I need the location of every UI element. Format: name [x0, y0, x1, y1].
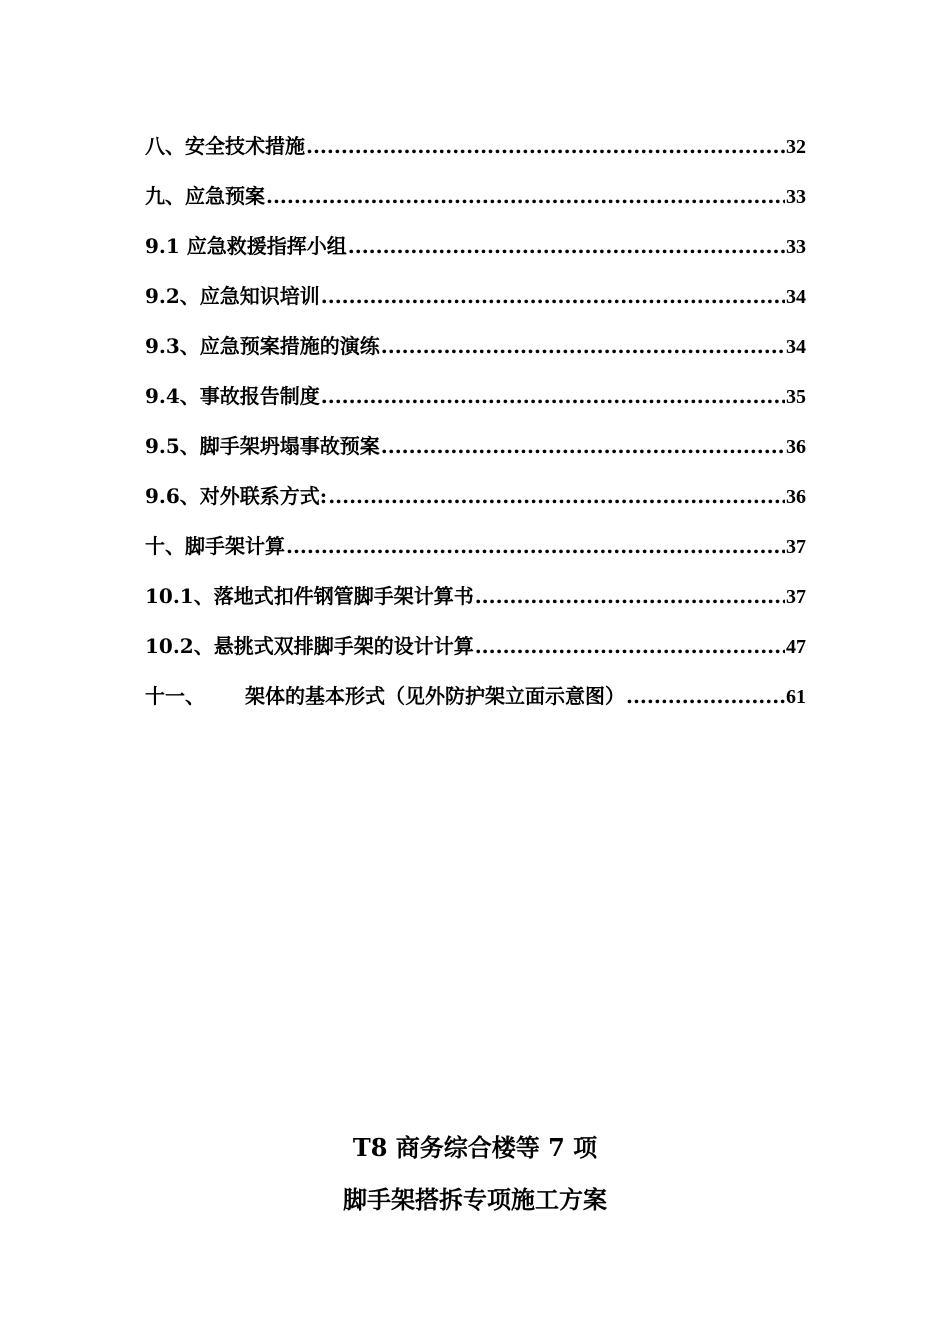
toc-entry-10-2[interactable]	[145, 630, 806, 680]
toc-leader-dots	[381, 434, 785, 458]
toc-leader-dots	[328, 484, 785, 508]
toc-entry-text: 架体的基本形式（见外防护架立面示意图）	[245, 684, 625, 708]
toc-entry-9-3[interactable]	[145, 330, 806, 380]
toc-entry-title: 9.4、事故报告制度	[145, 384, 320, 408]
toc-entry-title	[145, 680, 625, 709]
toc-entry-page: 47	[786, 636, 806, 658]
toc-entry-10[interactable]	[145, 530, 806, 580]
toc-entry-page: 37	[786, 536, 806, 558]
toc-entry-title: 八、安全技术措施	[145, 134, 305, 158]
toc-entry-page: 36	[786, 436, 806, 458]
toc-entry-9-5[interactable]	[145, 430, 806, 480]
toc-leader-dots	[475, 584, 785, 608]
toc-entry-page: 61	[786, 686, 806, 708]
toc-entry-title: 9.3、应急预案措施的演练	[145, 334, 380, 358]
toc-entry-page: 33	[786, 186, 806, 208]
toc-entry-title: 9.6、对外联系方式:	[145, 484, 328, 508]
toc-entry-page: 34	[786, 336, 806, 358]
toc-leader-dots	[321, 284, 785, 308]
toc-leader-dots	[321, 384, 785, 408]
toc-entry-9-1[interactable]	[145, 230, 806, 280]
toc-entry-title: 9.1 应急救援指挥小组	[145, 234, 347, 258]
toc-entry-number: 十一、	[145, 684, 205, 708]
toc-entry-page: 36	[786, 486, 806, 508]
toc-entry-title: 9.2、应急知识培训	[145, 284, 320, 308]
document-title-line-2: 脚手架搭拆专项施工方案	[343, 1185, 607, 1214]
document-title-line-1: T8 商务综合楼等 7 项	[352, 1133, 598, 1162]
toc-entry-page: 33	[786, 236, 806, 258]
toc-leader-dots	[266, 184, 785, 208]
toc-leader-dots	[626, 684, 785, 708]
toc-entry-8[interactable]	[145, 130, 806, 180]
toc-entry-title: 十、脚手架计算	[145, 534, 285, 558]
toc-leader-dots	[475, 634, 785, 658]
toc-entry-title: 九、应急预案	[145, 184, 265, 208]
toc-leader-dots	[348, 234, 785, 258]
toc-leader-dots	[381, 334, 785, 358]
toc-entry-page: 34	[786, 286, 806, 308]
toc-entry-9[interactable]	[145, 180, 806, 230]
toc-entry-title: 9.5、脚手架坍塌事故预案	[145, 434, 380, 458]
toc-entry-title: 10.2、悬挑式双排脚手架的设计计算	[145, 634, 474, 658]
toc-entry-page: 37	[786, 586, 806, 608]
toc-entry-9-2[interactable]	[145, 280, 806, 330]
toc-entry-11[interactable]	[145, 680, 806, 730]
toc-entry-title: 10.1、落地式扣件钢管脚手架计算书	[145, 584, 474, 608]
toc-leader-dots	[306, 134, 785, 158]
toc-entry-page: 32	[786, 136, 806, 158]
table-of-contents	[145, 130, 806, 730]
toc-entry-10-1[interactable]	[145, 580, 806, 630]
toc-entry-9-4[interactable]	[145, 380, 806, 430]
toc-entry-9-6[interactable]	[145, 480, 806, 530]
toc-entry-page: 35	[786, 386, 806, 408]
toc-leader-dots	[286, 534, 785, 558]
